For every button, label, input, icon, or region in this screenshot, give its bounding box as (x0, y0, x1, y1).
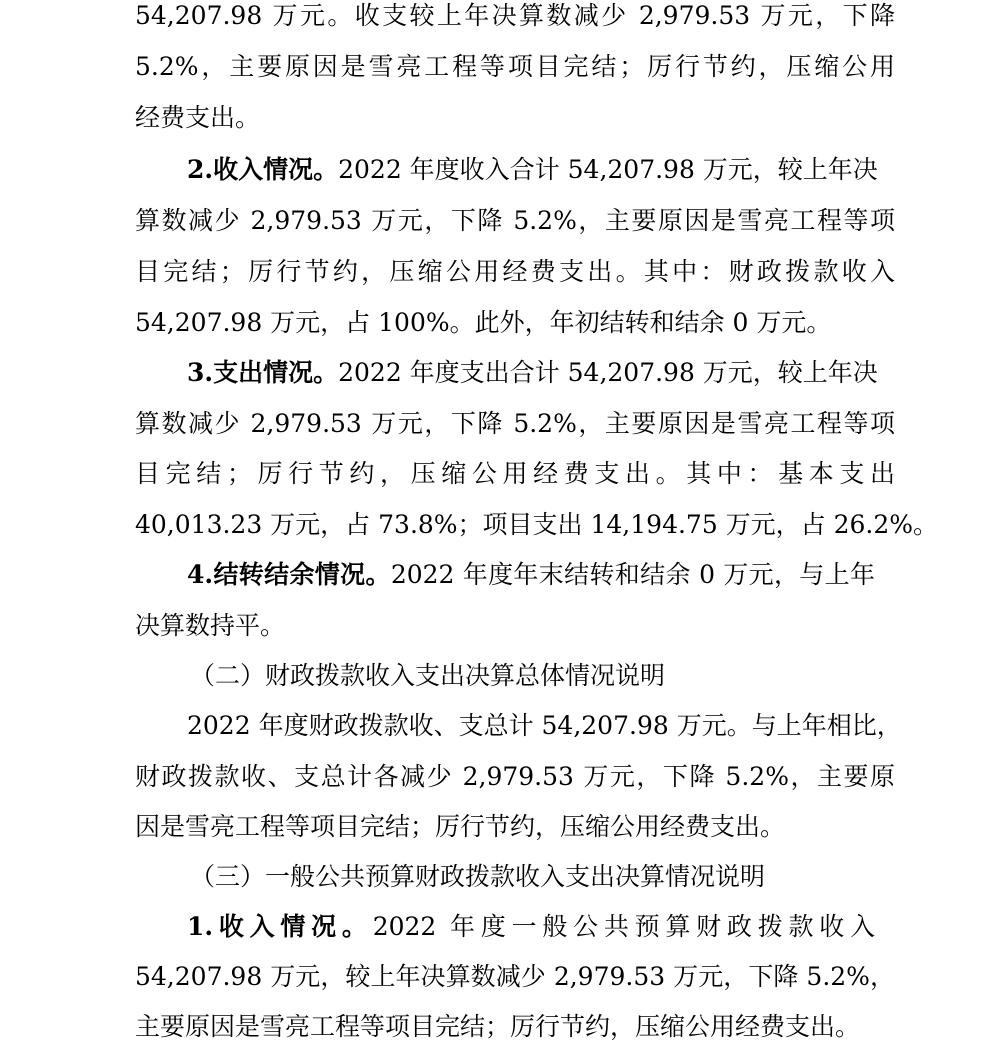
section-heading-3: （三）一般公共预算财政拨款收入支出决算情况说明 (190, 862, 766, 891)
text-line-11: 40,013.23 万元，占 73.8%；项目支出 14,194.75 万元，占 26.2%。 (135, 510, 939, 539)
income-heading-line (187, 154, 878, 186)
text-line-16: 财政拨款收、支总计各减少 2,979.53 万元，下降 5.2%，主要原 (135, 762, 895, 791)
text-line-15: 2022 年度财政拨款收、支总计 54,207.98 万元。与上年相比， (187, 711, 902, 740)
carryover-heading-line (187, 559, 875, 591)
text-line-13: 决算数持平。 (135, 611, 286, 640)
text-line-2: 5.2%，主要原因是雪亮工程等项目完结；厉行节约，压缩公用 (135, 52, 895, 81)
text-line-9: 算数减少 2,979.53 万元，下降 5.2%，主要原因是雪亮工程等项 (135, 409, 895, 438)
income-lead-label: 2.收入情况。 (187, 155, 339, 184)
section-heading-2: （二）财政拨款收入支出决算总体情况说明 (190, 661, 666, 690)
text-line-3: 经费支出。 (135, 103, 261, 132)
text-line-21: 主要原因是雪亮工程等项目完结；厉行节约，压缩公用经费支出。 (135, 1012, 861, 1041)
general-income-lead-label: 1.收入情况。 (187, 912, 373, 941)
text-line-7: 54,207.98 万元，占 100%。此外，年初结转和结余 0 万元。 (135, 308, 832, 337)
text-line-6: 目完结；厉行节约，压缩公用经费支出。其中：财政拨款收入 (135, 257, 895, 286)
text-line-10: 目完结；厉行节约，压缩公用经费支出。其中：基本支出 (135, 459, 895, 488)
general-income-heading-line (187, 911, 875, 943)
expense-heading-line (187, 357, 878, 389)
text-line-1: 54,207.98 万元。收支较上年决算数减少 2,979.53 万元，下降 (135, 1, 895, 30)
text-line-20: 54,207.98 万元，较上年决算数减少 2,979.53 万元，下降 5.2%， (135, 962, 895, 991)
carryover-lead-label: 4.结转结余情况。 (187, 560, 391, 589)
income-lead-text: 2022 年度收入合计 54,207.98 万元，较上年决 (338, 155, 878, 184)
expense-lead-label: 3.支出情况。 (187, 358, 339, 387)
text-line-5: 算数减少 2,979.53 万元，下降 5.2%，主要原因是雪亮工程等项 (135, 206, 895, 235)
general-income-lead-text: 2022 年度一般公共预算财政拨款收入 (372, 912, 875, 941)
expense-lead-text: 2022 年度支出合计 54,207.98 万元，较上年决 (338, 358, 878, 387)
text-line-17: 因是雪亮工程等项目完结；厉行节约，压缩公用经费支出。 (135, 812, 786, 841)
carryover-lead-text: 2022 年度年末结转和结余 0 万元，与上年 (390, 560, 875, 589)
